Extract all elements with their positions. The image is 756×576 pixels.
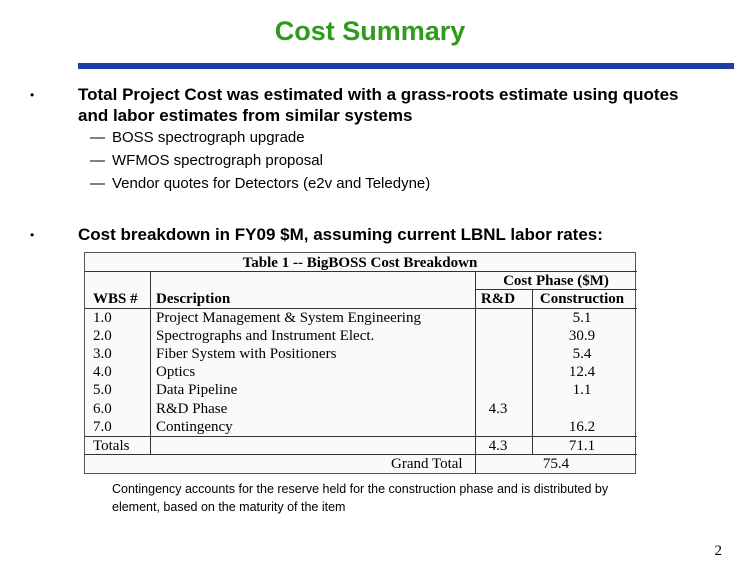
- construction-cell: 12.4: [568, 364, 596, 380]
- wbs-cell: 5.0: [93, 382, 112, 398]
- bullet-text-2: Cost breakdown in FY09 $M, assuming current LBNL labor rates:: [78, 225, 603, 244]
- bullet-marker: •: [30, 228, 35, 242]
- bullet-marker: •: [30, 88, 35, 102]
- bullet-text-1: Total Project Cost was estimated with a grass-roots estimate using quotes and labor estimates from similar systems: [78, 85, 679, 125]
- description-cell: Optics: [156, 364, 196, 380]
- dash-marker: —: [90, 152, 105, 169]
- contingency-note: Contingency accounts for the reserve held for the construction phase and is distributed by element, based on the maturity of the item: [112, 482, 609, 514]
- construction-cell: 30.9: [568, 328, 596, 344]
- totals-label: Totals: [93, 438, 130, 454]
- slide-title: Cost Summary: [274, 16, 466, 46]
- rd-cell: 4.3: [488, 401, 508, 417]
- description-cell: R&D Phase: [156, 401, 228, 417]
- dash-marker: —: [90, 129, 105, 146]
- construction-header: Construction: [539, 291, 625, 307]
- description-cell: Contingency: [156, 419, 233, 435]
- cost-phase-header: Cost Phase ($M): [503, 273, 609, 289]
- description-cell: Project Management & System Engineering: [156, 310, 421, 326]
- page-number: 2: [714, 543, 722, 559]
- dash-marker: —: [90, 175, 105, 192]
- construction-cell: 1.1: [572, 382, 592, 398]
- sub-bullet-3: [90, 172, 430, 195]
- sub-bullet-1: [90, 126, 305, 149]
- wbs-cell: 1.0: [93, 310, 112, 326]
- description-cell: Fiber System with Positioners: [156, 346, 337, 362]
- totals-rd: 4.3: [488, 438, 508, 454]
- construction-cell: 16.2: [568, 419, 596, 435]
- description-cell: Data Pipeline: [156, 382, 238, 398]
- totals-construction: 71.1: [568, 438, 596, 454]
- grand-total-value: 75.4: [542, 456, 570, 472]
- wbs-cell: 2.0: [93, 328, 112, 344]
- sub-bullet-text: BOSS spectrograph upgrade: [112, 129, 305, 146]
- cost-breakdown-table: [84, 252, 636, 474]
- description-cell: Spectrographs and Instrument Elect.: [156, 328, 375, 344]
- construction-cell: 5.1: [572, 310, 592, 326]
- wbs-header: WBS #: [93, 291, 138, 307]
- description-header: Description: [156, 291, 231, 307]
- construction-cell: 5.4: [572, 346, 592, 362]
- title-underline: [78, 63, 734, 69]
- rd-header: R&D: [480, 291, 516, 307]
- wbs-cell: 4.0: [93, 364, 112, 380]
- wbs-cell: 7.0: [93, 419, 112, 435]
- table-title: Table 1 -- BigBOSS Cost Breakdown: [242, 255, 478, 271]
- grand-total-label: Grand Total: [391, 456, 463, 472]
- wbs-cell: 6.0: [93, 401, 112, 417]
- wbs-cell: 3.0: [93, 346, 112, 362]
- sub-bullet-text: Vendor quotes for Detectors (e2v and Teledyne): [112, 175, 431, 192]
- sub-bullet-2: [90, 149, 323, 172]
- table-rule: [150, 271, 151, 454]
- sub-bullet-text: WFMOS spectrograph proposal: [112, 152, 323, 169]
